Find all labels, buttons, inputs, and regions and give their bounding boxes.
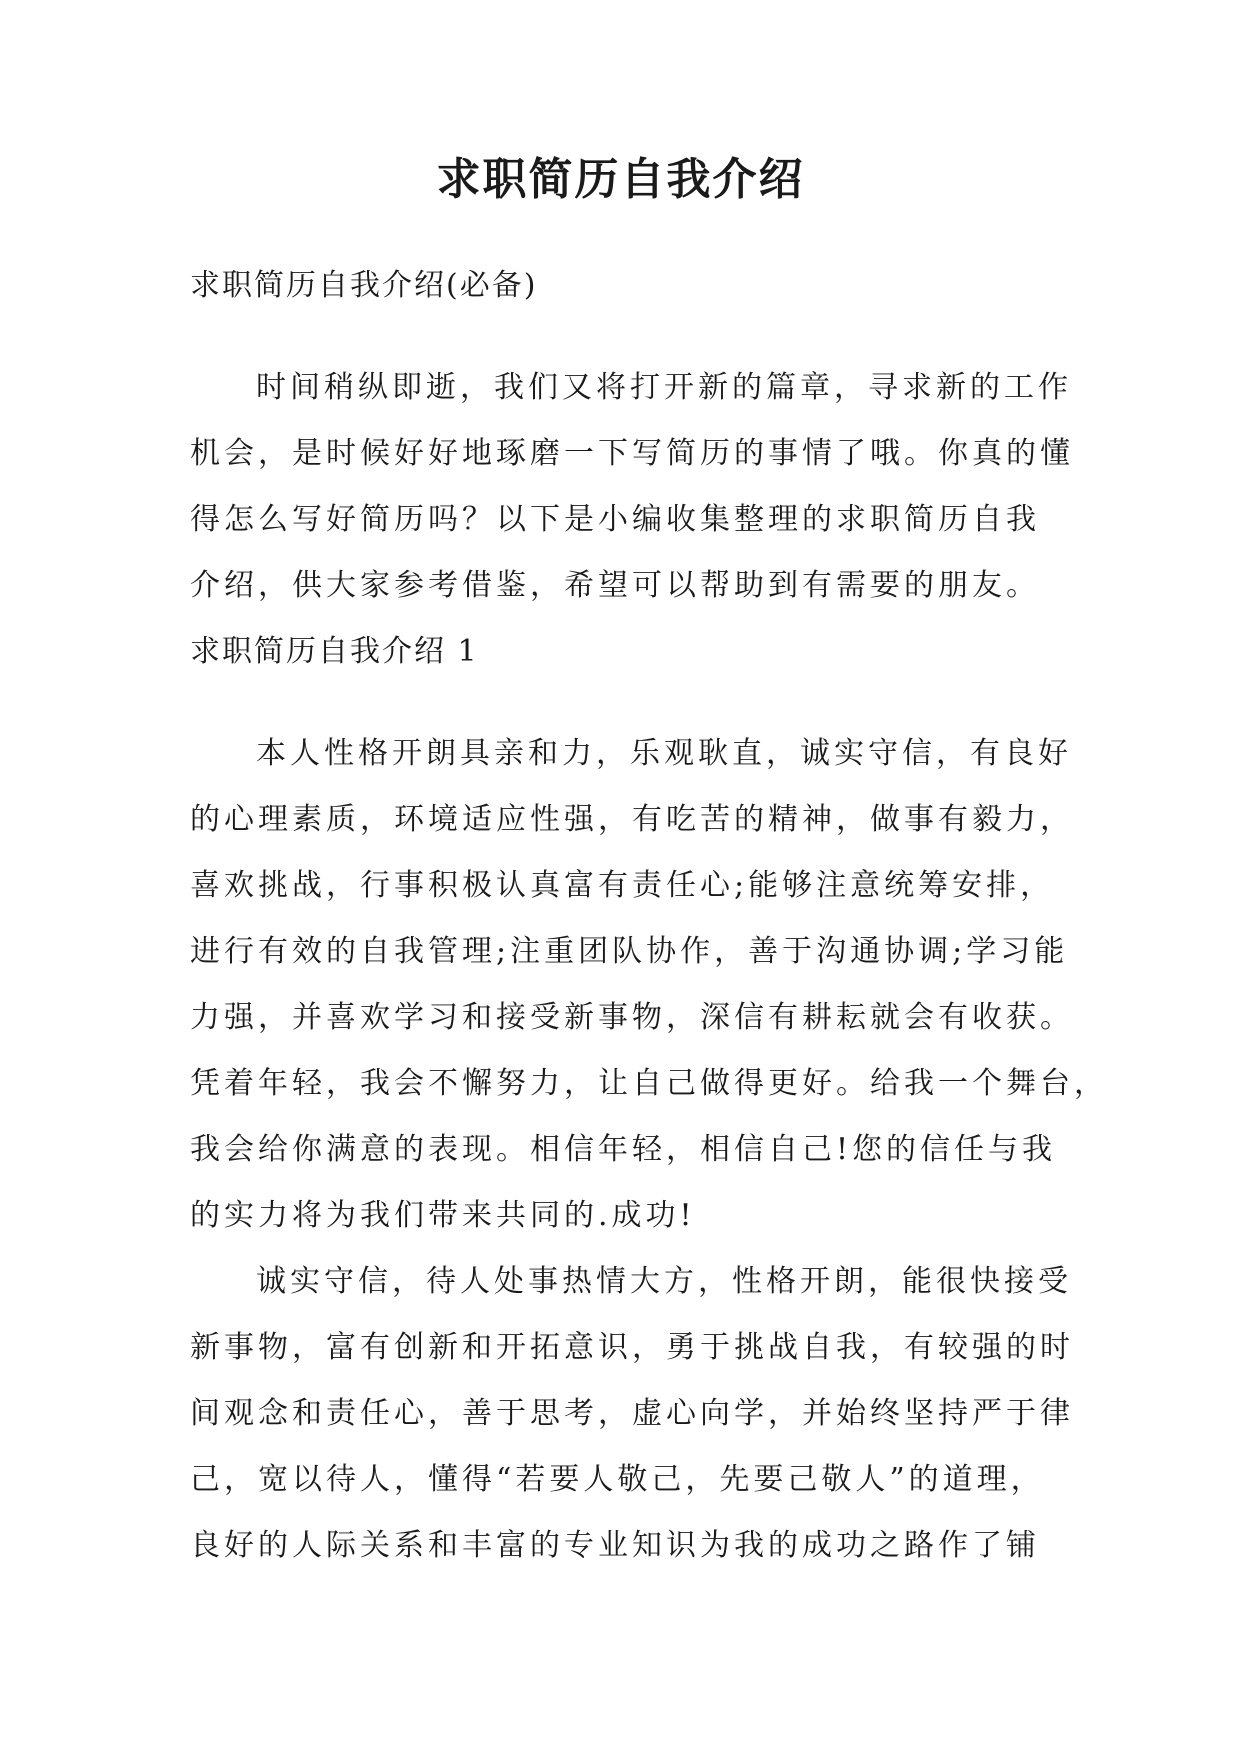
paragraph-line: 间观念和责任心，善于思考，虚心向学，并始终坚持严于律 [190, 1396, 1074, 1431]
paragraph-line: 力强，并喜欢学习和接受新事物，深信有耕耘就会有收获。 [190, 1000, 1074, 1035]
intro-paragraph [190, 355, 1090, 619]
paragraph-line: 得怎么写好简历吗？以下是小编收集整理的求职简历自我 [190, 502, 1040, 537]
paragraph-line: 介绍，供大家参考借鉴，希望可以帮助到有需要的朋友。 [190, 568, 1040, 603]
paragraph-line: 喜欢挑战，行事积极认真富有责任心;能够注意统筹安排， [190, 868, 1055, 903]
paragraph-line: 我会给你满意的表现。相信年轻，相信自己!您的信任与我 [190, 1132, 1057, 1167]
section1-paragraph-2 [190, 1249, 1090, 1579]
paragraph-line: 诚实守信，待人处事热情大方，性格开朗，能很快接受 [256, 1264, 1072, 1299]
document-title: 求职简历自我介绍 [436, 154, 805, 205]
paragraph-line: 的实力将为我们带来共同的.成功! [190, 1198, 696, 1233]
paragraph-line: 机会，是时候好好地琢磨一下写简历的事情了哦。你真的懂 [190, 436, 1074, 471]
paragraph-line: 时间稍纵即逝，我们又将打开新的篇章，寻求新的工作 [256, 370, 1072, 405]
paragraph-line: 己，宽以待人，懂得“若要人敬己，先要己敬人”的道理， [190, 1462, 1045, 1497]
paragraph-line: 凭着年轻，我会不懈努力，让自己做得更好。给我一个舞台， [190, 1066, 1108, 1101]
paragraph-line: 的心理素质，环境适应性强，有吃苦的精神，做事有毅力， [190, 802, 1074, 837]
paragraph-line: 本人性格开朗具亲和力，乐观耿直，诚实守信，有良好 [256, 736, 1072, 771]
paragraph-line: 良好的人际关系和丰富的专业知识为我的成功之路作了铺 [190, 1528, 1040, 1563]
section1-paragraph-1 [190, 721, 1108, 1249]
paragraph-line: 进行有效的自我管理;注重团队协作，善于沟通协调;学习能 [190, 934, 1069, 969]
document-subtitle: 求职简历自我介绍(必备) [190, 268, 538, 303]
section-heading: 求职简历自我介绍 1 [190, 634, 479, 669]
paragraph-line: 新事物，富有创新和开拓意识，勇于挑战自我，有较强的时 [190, 1330, 1074, 1365]
